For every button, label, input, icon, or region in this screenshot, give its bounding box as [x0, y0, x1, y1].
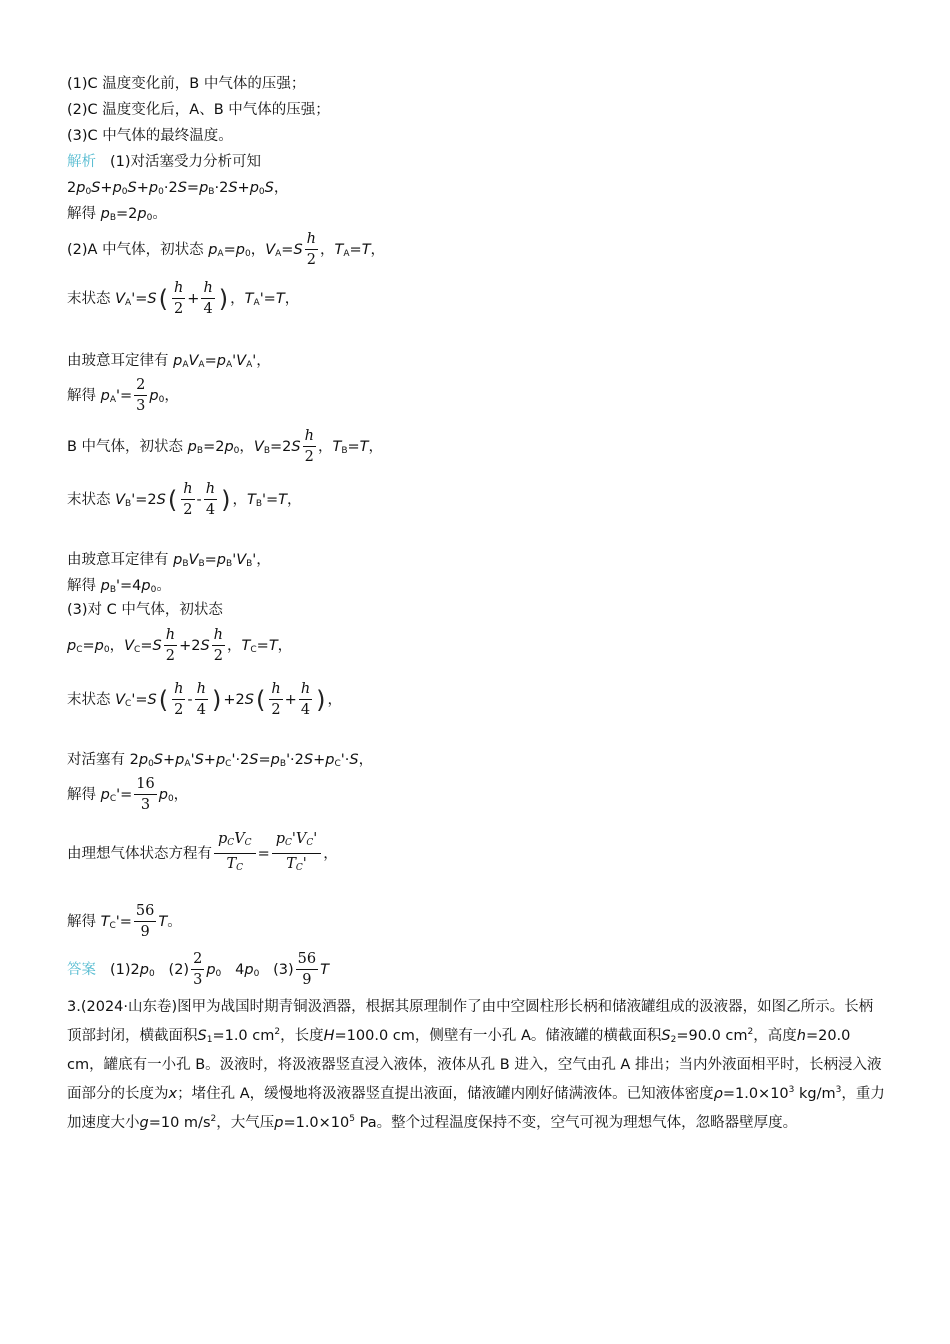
solution-step1-result: 解得 $p_B=2p_0$。 — [67, 206, 167, 223]
fraction: $\frac{h}{2}$ — [306, 231, 316, 268]
solution-a-final: 末状态 $V_A'=S$( $\frac{h}{2}$ + $\frac{h}{4}$ ) ，$T_A'=T$， — [67, 280, 300, 317]
solution-b-result: 解得 $p_B'=4p_0$。 — [67, 578, 171, 595]
question-2: (2)C 温度变化后，A、B 中气体的压强； — [67, 102, 330, 118]
question-1: (1)C 温度变化前，B 中气体的压强； — [67, 76, 306, 92]
problem-3-text: 3.(2024·山东卷)图甲为战国时期青铜汲酒器，根据其原理制作了由中空圆柱形长柄和储液罐组成的汲液器，如图乙所示。长柄顶部封闭，横截面积$S_1=1.0$ $cm^2$，长度H=100.0 cm，侧壁有一小孔 A。储液罐的横截面积$S_2=90.0$ $cm^2$，高度h=20.0 cm，罐底有一小孔 B。汲液时，将汲液器竖直浸入液体，液体从孔 B 进入，空气由孔 A 排出；当内外液面相平时，长柄浸入液面部分的长度为x；堵住孔 A，缓慢地将汲液器竖直提出液面，储液罐内刚好储满液体。已知液体密度$\rho=1.0\times 10^3$ $kg/m^3$，重力加速度大小g=10 $m/s^2$，大气压$p=1.0\times 10^5$ Pa。整个过程温度保持不变，空气可视为理想气体，忽略器壁厚度。 — [67, 999, 885, 1131]
solution-c-piston: 对活塞有 $2p_0S+p_A'S+p_C'\cdot 2S=p_B'\cdot 2S+p_C'\cdot S$， — [67, 752, 374, 769]
solution-c-head: (3)对 C 中气体，初状态 — [67, 602, 223, 618]
solution-b-law: 由玻意耳定律有 $p_BV_B=p_B'V_B'$， — [67, 552, 271, 569]
answer-line: 答案 $(1)2p_0$ (2) $\frac{2}{3}$ $p_0$ $4p_0$ (3) $\frac{56}{9}$ T — [67, 951, 329, 988]
solution-step1-head: 解析 (1)对活塞受力分析可知 — [67, 154, 262, 170]
question-3: (3)C 中气体的最终温度。 — [67, 128, 233, 144]
solution-tag: 解析 — [67, 154, 96, 170]
answer-tag: 答案 — [67, 962, 96, 978]
solution-a-law: 由玻意耳定律有 $p_AV_A=p_A'V_A'$， — [67, 353, 271, 370]
solution-a-initial: (2)A 中气体，初状态 $p_A=p_0$，$V_A=S$ $\frac{h}{2}$ ，$T_A=T$， — [67, 231, 386, 268]
solution-b-final: 末状态 $V_B'=2S$( $\frac{h}{2}$ - $\frac{h}{4}$ ) ，$T_B'=T$， — [67, 481, 302, 518]
solution-c-initial: $p_C=p_0$，$V_C=S$ $\frac{h}{2}$ +2S $\frac{h}{2}$ ，$T_C=T$， — [67, 627, 293, 664]
solution-c-result: 解得 $T_C'=$ $\frac{56}{9}$ T。 — [67, 903, 182, 940]
solution-c-final: 末状态 $V_C'=S$( $\frac{h}{2}$ - $\frac{h}{4}$ ) +2S( $\frac{h}{2}$ + $\frac{h}{4}$ ) ， — [67, 681, 343, 718]
solution-c-gas-law: 由理想气体状态方程有 $\frac{p_CV_C}{T_C}$ = $\frac{p_C'V_C'}{T_C'}$ ， — [67, 831, 338, 873]
solution-step1-equation: $2p_0S+p_0S+p_0\cdot 2S=p_B\cdot 2S+p_0S$， — [67, 180, 289, 197]
solution-a-result: 解得 $p_A'=$ $\frac{2}{3}$ $p_0$， — [67, 377, 179, 414]
solution-c-pressure: 解得 $p_C'=$ $\frac{16}{3}$ $p_0$， — [67, 776, 189, 813]
solution-b-initial: B 中气体，初状态 $p_B=2p_0$，$V_B=2S$ $\frac{h}{2}$ ，$T_B=T$， — [67, 428, 384, 465]
